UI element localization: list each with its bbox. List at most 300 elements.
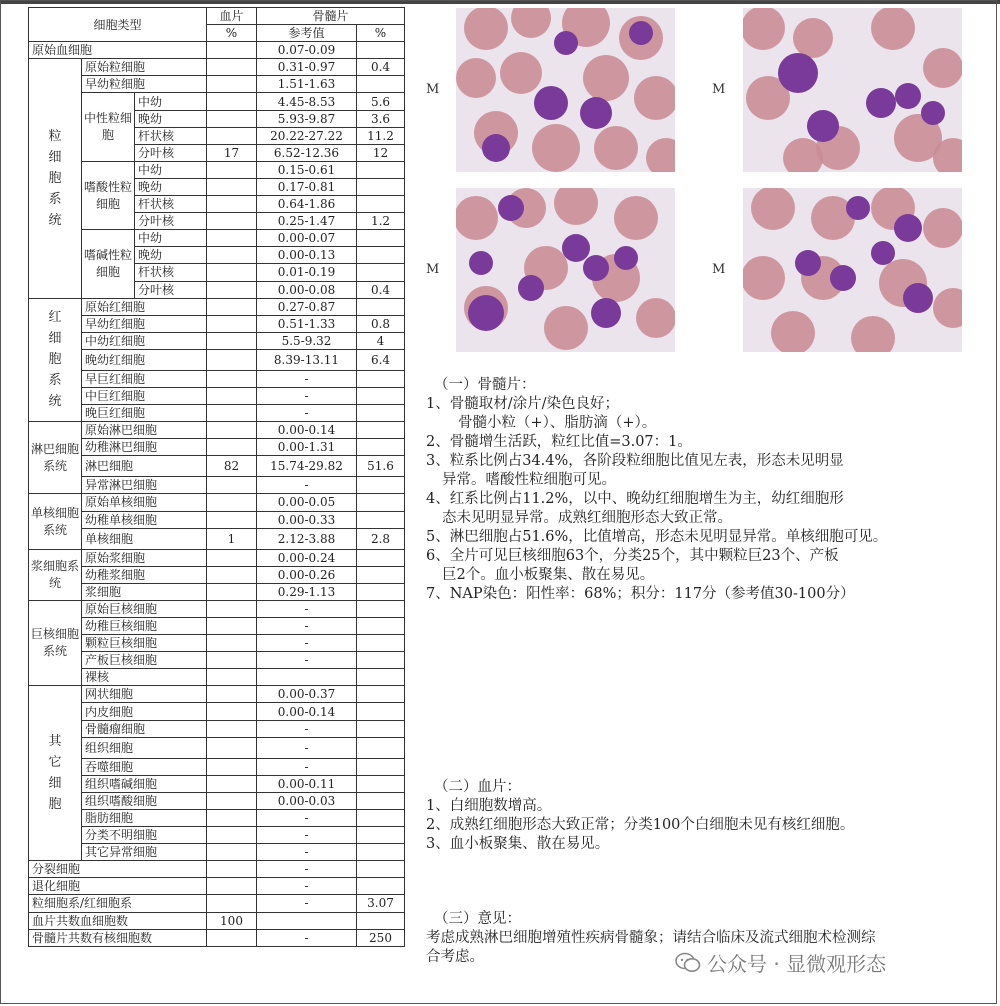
nucleated-cell (903, 283, 933, 313)
red-blood-cell (793, 18, 833, 58)
marrow-percent (357, 600, 405, 617)
table-row (29, 298, 405, 315)
reference-range: 0.00-0.08 (257, 281, 357, 298)
row-name: 组织细胞 (82, 737, 207, 758)
table-row (29, 549, 405, 566)
table-row (29, 370, 405, 387)
image-label-m-1: M (426, 82, 440, 97)
blood-value (207, 669, 257, 686)
marrow-percent: 51.6 (357, 456, 405, 477)
row-name: 原始粒细胞 (82, 59, 207, 76)
marrow-line-6: 4、红系比例占11.2%，以中、晚幼红细胞增生为主，幼红细胞形 (426, 491, 844, 507)
row-name: 原始红细胞 (82, 298, 207, 315)
opinion-line-2: 合考虑。 (426, 949, 484, 965)
table-row (29, 929, 405, 946)
marrow-percent (357, 827, 405, 844)
marrow-percent: 4 (357, 332, 405, 349)
group-label-mono: 单核细胞系统 (29, 494, 82, 549)
marrow-percent (357, 42, 405, 59)
blood-value: 1 (207, 528, 257, 549)
blood-value (207, 861, 257, 878)
table-row (29, 161, 405, 178)
reference-range: - (257, 652, 357, 669)
blood-value (207, 298, 257, 315)
reference-range: - (257, 737, 357, 758)
blood-value (207, 230, 257, 247)
blood-value (207, 281, 257, 298)
table-row (29, 42, 405, 59)
marrow-percent (357, 230, 405, 247)
marrow-line-11: 7、NAP染色：阳性率：68%；积分：117分（参考值30-100分） (426, 586, 855, 602)
row-name: 分裂细胞 (29, 861, 207, 878)
red-blood-cell (500, 52, 542, 94)
row-name: 脂肪细胞 (82, 809, 207, 826)
table-row (29, 775, 405, 792)
red-blood-cell (464, 8, 508, 50)
red-blood-cell (456, 196, 498, 240)
reference-range: - (257, 861, 357, 878)
reference-range: - (257, 929, 357, 946)
micrograph-3-art (456, 188, 675, 352)
reference-range: 4.45-8.53 (257, 93, 357, 110)
row-name: 裸核 (82, 669, 207, 686)
reference-range: 0.00-0.05 (257, 494, 357, 511)
blood-value (207, 110, 257, 127)
row-name: 单核细胞 (82, 528, 207, 549)
blood-value (207, 758, 257, 775)
row-name: 中幼红细胞 (82, 332, 207, 349)
row-name: 粒细胞系/红细胞系 (29, 895, 207, 912)
marrow-line-9: 6、全片可见巨核细胞63个，分类25个，其中颗粒巨23个、产板 (426, 548, 839, 564)
marrow-percent (357, 912, 405, 929)
reference-range: - (257, 878, 357, 895)
reference-range: - (257, 600, 357, 617)
blood-value (207, 878, 257, 895)
marrow-percent: 0.4 (357, 281, 405, 298)
table-row (29, 912, 405, 929)
row-name: 血片共数血细胞数 (29, 912, 207, 929)
nucleated-cell (534, 86, 568, 120)
blood-value (207, 213, 257, 230)
cell-count-table (28, 7, 405, 947)
marrow-percent (357, 511, 405, 528)
row-name: 幼稚淋巴细胞 (82, 439, 207, 456)
marrow-percent (357, 566, 405, 583)
blood-value (207, 196, 257, 213)
marrow-percent (357, 298, 405, 315)
opinion-line-1: 考虑成熟淋巴细胞增殖性疾病骨髓象；请结合临床及流式细胞术检测综 (426, 930, 876, 946)
blood-value (207, 370, 257, 387)
reference-range: 2.12-3.88 (257, 528, 357, 549)
reference-range: - (257, 370, 357, 387)
blood-value (207, 59, 257, 76)
nucleated-cell (498, 195, 524, 221)
blood-value (207, 93, 257, 110)
blood-value (207, 618, 257, 635)
blood-value (207, 422, 257, 439)
table-row (29, 827, 405, 844)
blood-value (207, 566, 257, 583)
reference-range: 1.51-1.63 (257, 76, 357, 93)
marrow-percent: 5.6 (357, 93, 405, 110)
row-name: 杆状核 (135, 127, 207, 144)
marrow-percent: 0.8 (357, 315, 405, 332)
reference-range: - (257, 635, 357, 652)
blood-line-3: 3、血小板聚集、散在易见。 (426, 836, 610, 852)
reference-range: 0.31-0.97 (257, 59, 357, 76)
row-name: 退化细胞 (29, 878, 207, 895)
marrow-line-5: 异常。嗜酸性粒细胞可见。 (442, 472, 616, 488)
table-row (29, 405, 405, 422)
table-row (29, 703, 405, 720)
table-row (29, 895, 405, 912)
table-row (29, 59, 405, 76)
reference-range: - (257, 720, 357, 737)
header-cell-type: 细胞类型 (29, 8, 207, 42)
reference-range: 0.00-0.33 (257, 511, 357, 528)
red-blood-cell (583, 55, 629, 101)
marrow-percent (357, 178, 405, 195)
image-label-m-3: M (426, 262, 440, 277)
row-name: 组织嗜酸细胞 (82, 792, 207, 809)
table-row (29, 511, 405, 528)
blood-value (207, 405, 257, 422)
marrow-percent (357, 669, 405, 686)
marrow-line-3: 2、骨髓增生活跃，粒红比值=3.07：1。 (426, 434, 692, 450)
blood-value (207, 844, 257, 861)
section-title-marrow: （一）骨髓片： (434, 377, 536, 393)
table-row (29, 494, 405, 511)
row-name: 早幼粒细胞 (82, 76, 207, 93)
nucleated-cell (554, 31, 578, 55)
wechat-icon (675, 952, 701, 974)
row-name: 幼稚单核细胞 (82, 511, 207, 528)
blood-value: 17 (207, 144, 257, 161)
row-name: 异常淋巴细胞 (82, 477, 207, 494)
table-row (29, 349, 405, 370)
report-blood-section (426, 778, 986, 854)
reference-range: 0.00-0.14 (257, 422, 357, 439)
nucleated-cell (583, 255, 609, 281)
marrow-percent (357, 494, 405, 511)
reference-range: 0.25-1.47 (257, 213, 357, 230)
subgroup-label-eos: 嗜酸性粒细胞 (82, 161, 135, 229)
blood-value (207, 247, 257, 264)
table-row (29, 758, 405, 775)
marrow-percent (357, 686, 405, 703)
nucleated-cell (580, 97, 612, 129)
blood-value (207, 703, 257, 720)
table-row (29, 93, 405, 110)
nucleated-cell (468, 295, 504, 331)
row-name: 原始血细胞 (29, 42, 207, 59)
reference-range: 0.00-0.11 (257, 775, 357, 792)
blood-value (207, 178, 257, 195)
row-name: 杆状核 (135, 264, 207, 281)
marrow-percent (357, 652, 405, 669)
header-marrow-unit: % (357, 25, 405, 42)
micrograph-2 (743, 8, 962, 172)
marrow-percent (357, 703, 405, 720)
micrograph-4 (743, 188, 962, 352)
nucleated-cell (894, 214, 922, 242)
report-marrow-section (426, 376, 986, 604)
red-blood-cell (923, 48, 962, 88)
table-row (29, 720, 405, 737)
nucleated-cell (518, 275, 544, 301)
marrow-percent (357, 439, 405, 456)
red-blood-cell (456, 58, 496, 98)
image-label-m-2: M (712, 82, 726, 97)
blood-value (207, 792, 257, 809)
row-name: 其它异常细胞 (82, 844, 207, 861)
micrograph-4-art (743, 188, 962, 352)
marrow-percent (357, 878, 405, 895)
reference-range: - (257, 405, 357, 422)
table-row (29, 315, 405, 332)
marrow-percent (357, 264, 405, 281)
blood-value (207, 42, 257, 59)
table-row (29, 456, 405, 477)
table-row (29, 387, 405, 404)
blood-value (207, 720, 257, 737)
row-name: 中巨红细胞 (82, 387, 207, 404)
blood-value (207, 600, 257, 617)
row-name: 晚幼红细胞 (82, 349, 207, 370)
row-name: 早幼红细胞 (82, 315, 207, 332)
section-title-blood: （二）血片： (434, 779, 521, 795)
marrow-percent (357, 405, 405, 422)
marrow-percent (357, 76, 405, 93)
blood-value (207, 264, 257, 281)
row-name: 中幼 (135, 93, 207, 110)
table-row (29, 618, 405, 635)
row-name: 产板巨核细胞 (82, 652, 207, 669)
row-name: 分叶核 (135, 281, 207, 298)
reference-range: 5.5-9.32 (257, 332, 357, 349)
table-row (29, 528, 405, 549)
nucleated-cell (830, 265, 856, 291)
marrow-percent (357, 635, 405, 652)
marrow-percent (357, 370, 405, 387)
nucleated-cell (866, 88, 896, 118)
marrow-percent (357, 422, 405, 439)
row-name: 幼稚巨核细胞 (82, 618, 207, 635)
blood-value (207, 686, 257, 703)
blood-value (207, 549, 257, 566)
row-name: 组织嗜碱细胞 (82, 775, 207, 792)
table-row (29, 422, 405, 439)
red-blood-cell (751, 188, 795, 230)
blood-value (207, 737, 257, 758)
red-blood-cell (614, 196, 658, 240)
row-name: 早巨红细胞 (82, 370, 207, 387)
row-name: 骨髓瘤细胞 (82, 720, 207, 737)
marrow-percent (357, 792, 405, 809)
nucleated-cell (871, 241, 895, 265)
blood-value (207, 76, 257, 93)
marrow-percent (357, 775, 405, 792)
row-name: 吞噬细胞 (82, 758, 207, 775)
table-row (29, 600, 405, 617)
reference-range: - (257, 895, 357, 912)
nucleated-cell (895, 83, 921, 109)
row-name: 网状细胞 (82, 686, 207, 703)
marrow-line-4: 3、粒系比例占34.4%，各阶段粒细胞比值见左表，形态未见明显 (426, 453, 844, 469)
blood-line-1: 1、白细胞数增高。 (426, 798, 552, 814)
watermark (675, 948, 886, 977)
nucleated-cell (807, 110, 839, 142)
row-name: 晚幼 (135, 247, 207, 264)
blood-line-2: 2、成熟红细胞形态大致正常；分类100个白细胞未见有核红细胞。 (426, 817, 855, 833)
reference-range: 20.22-27.22 (257, 127, 357, 144)
row-name: 淋巴细胞 (82, 456, 207, 477)
table-row (29, 439, 405, 456)
marrow-percent: 0.4 (357, 59, 405, 76)
marrow-percent (357, 583, 405, 600)
watermark-text: 公众号 · 显微观形态 (707, 952, 887, 976)
micrograph-1 (456, 8, 675, 172)
marrow-percent: 1.2 (357, 213, 405, 230)
red-blood-cell (871, 8, 915, 50)
marrow-percent (357, 861, 405, 878)
image-label-m-4: M (712, 262, 726, 277)
row-name: 分类不明细胞 (82, 827, 207, 844)
blood-value (207, 127, 257, 144)
reference-range: 8.39-13.11 (257, 349, 357, 370)
blood-value (207, 349, 257, 370)
marrow-line-2: 骨髓小粒（+）、脂肪滴（+）。 (458, 415, 657, 431)
red-blood-cell (594, 126, 638, 170)
reference-range: - (257, 477, 357, 494)
reference-range: - (257, 387, 357, 404)
table-row (29, 844, 405, 861)
red-blood-cell (544, 306, 588, 350)
row-name: 杆状核 (135, 196, 207, 213)
row-name: 分叶核 (135, 144, 207, 161)
marrow-percent (357, 844, 405, 861)
group-label-gran: 粒细胞系统 (29, 59, 82, 298)
marrow-percent (357, 618, 405, 635)
row-name: 晚幼 (135, 178, 207, 195)
row-name: 浆细胞 (82, 583, 207, 600)
reference-range: 6.52-12.36 (257, 144, 357, 161)
reference-range (257, 669, 357, 686)
reference-range: - (257, 827, 357, 844)
marrow-percent (357, 809, 405, 826)
group-label-lym: 淋巴细胞系统 (29, 422, 82, 494)
reference-range: 0.17-0.81 (257, 178, 357, 195)
red-blood-cell (532, 124, 580, 172)
header-marrow: 骨髓片 (257, 8, 405, 25)
marrow-line-7: 态未见明显异常。成熟红细胞形态大致正常。 (442, 510, 732, 526)
nucleated-cell (795, 250, 821, 276)
marrow-percent (357, 720, 405, 737)
table-row (29, 737, 405, 758)
reference-range: 0.00-0.26 (257, 566, 357, 583)
reference-range: - (257, 758, 357, 775)
row-name: 骨髓片共数有核细胞数 (29, 929, 207, 946)
marrow-percent (357, 758, 405, 775)
row-name: 分叶核 (135, 213, 207, 230)
blood-value (207, 929, 257, 946)
table-row (29, 230, 405, 247)
table-row (29, 809, 405, 826)
row-name: 原始淋巴细胞 (82, 422, 207, 439)
group-label-ery: 红细胞系统 (29, 298, 82, 422)
nucleated-cell (846, 196, 870, 220)
reference-range: 0.00-0.13 (257, 247, 357, 264)
table-row (29, 566, 405, 583)
subgroup-label-neut: 中性粒细胞 (82, 93, 135, 161)
reference-range: 0.00-0.03 (257, 792, 357, 809)
reference-range: 0.15-0.61 (257, 161, 357, 178)
row-name: 原始巨核细胞 (82, 600, 207, 617)
nucleated-cell (469, 251, 493, 275)
micrograph-1-art (456, 8, 675, 172)
micrograph-3 (456, 188, 675, 352)
blood-value (207, 635, 257, 652)
blood-value (207, 511, 257, 528)
marrow-percent: 3.6 (357, 110, 405, 127)
marrow-percent (357, 737, 405, 758)
header-blood-unit: % (207, 25, 257, 42)
red-blood-cell (743, 256, 785, 300)
micrograph-2-art (743, 8, 962, 172)
table-row (29, 686, 405, 703)
row-name: 中幼 (135, 161, 207, 178)
reference-range: 0.00-0.14 (257, 703, 357, 720)
marrow-percent (357, 387, 405, 404)
table-row (29, 669, 405, 686)
group-label-mega: 巨核细胞系统 (29, 600, 82, 685)
reference-range: 0.07-0.09 (257, 42, 357, 59)
marrow-percent: 6.4 (357, 349, 405, 370)
nucleated-cell (482, 134, 510, 162)
blood-value (207, 775, 257, 792)
table-row (29, 635, 405, 652)
blood-value: 82 (207, 456, 257, 477)
marrow-percent: 11.2 (357, 127, 405, 144)
row-name: 晚巨红细胞 (82, 405, 207, 422)
marrow-line-1: 1、骨髓取材/涂片/染色良好； (426, 396, 619, 412)
nucleated-cell (562, 234, 590, 262)
reference-range: 0.00-1.31 (257, 439, 357, 456)
reference-range: - (257, 618, 357, 635)
marrow-percent (357, 161, 405, 178)
row-name: 原始单核细胞 (82, 494, 207, 511)
marrow-line-8: 5、淋巴细胞占51.6%，比值增高，形态未见明显异常。单核细胞可见。 (426, 529, 888, 545)
marrow-percent (357, 247, 405, 264)
reference-range: 0.00-0.07 (257, 230, 357, 247)
reference-range: 0.27-0.87 (257, 298, 357, 315)
reference-range: 0.51-1.33 (257, 315, 357, 332)
reference-range: 0.64-1.86 (257, 196, 357, 213)
reference-range: 0.00-0.37 (257, 686, 357, 703)
marrow-percent: 2.8 (357, 528, 405, 549)
table-row (29, 583, 405, 600)
row-name: 幼稚浆细胞 (82, 566, 207, 583)
nucleated-cell (778, 53, 818, 93)
table-row (29, 878, 405, 895)
blood-value (207, 827, 257, 844)
table-row (29, 652, 405, 669)
table-row (29, 792, 405, 809)
reference-range: - (257, 809, 357, 826)
group-label-other: 其它细胞 (29, 686, 82, 861)
nucleated-cell (629, 21, 653, 45)
marrow-percent: 12 (357, 144, 405, 161)
